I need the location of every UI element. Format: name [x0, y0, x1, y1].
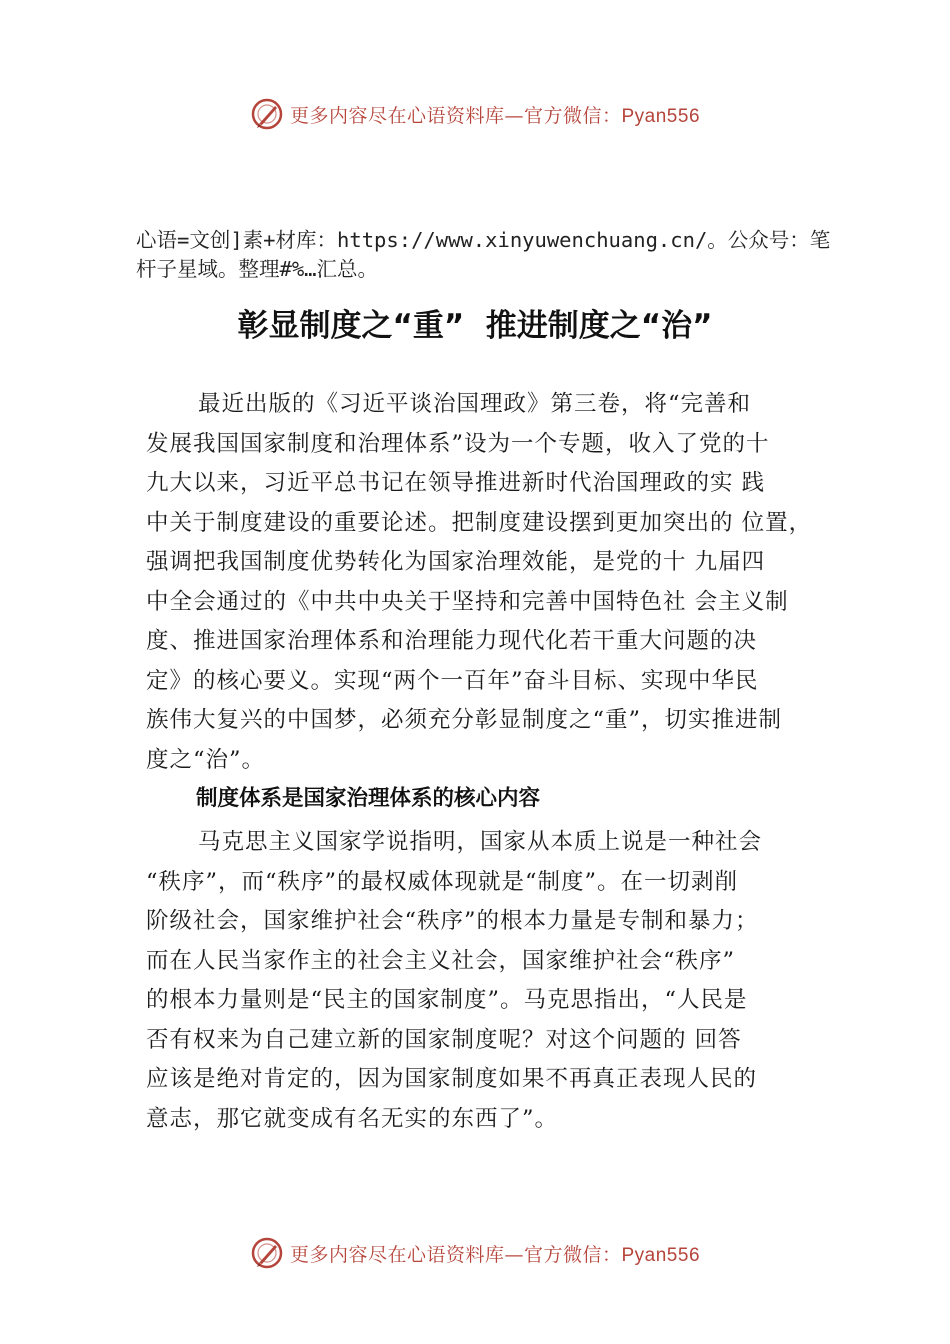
paragraph-line: 最近出版的《习近平谈治国理政》第三卷，将“完善和 — [198, 391, 752, 417]
header-banner — [0, 94, 950, 134]
footer-wechat-id: Pyan556 — [621, 1244, 701, 1266]
header-wechat-id: Pyan556 — [621, 105, 701, 127]
paragraph-line: 族伟大复兴的中国梦，必须充分彰显制度之“重”，切实推进制 — [146, 707, 783, 733]
paragraph-line: 九大以来，习近平总书记在领导推进新时代治国理政的实 践 — [146, 470, 766, 496]
paragraph-line: 中全会通过的《中共中央关于坚持和完善中国特色社 会主义制 — [146, 588, 789, 615]
paragraph-2 — [146, 823, 846, 1139]
header-banner-text — [290, 101, 700, 128]
paragraph-line: 强调把我国制度优势转化为国家治理效能，是党的十 九届四 — [146, 549, 766, 575]
footer-banner-text — [290, 1240, 700, 1267]
paragraph-line: 的根本力量则是“民主的国家制度”。马克思指出，“人民是 — [146, 987, 748, 1013]
source-note: 心语=文创]素+材库：https://www.xinyuwenchuang.cn/。公众号：笔杆子星域。整理#%…汇总。 — [136, 228, 831, 281]
quill-logo-icon — [250, 97, 284, 131]
paragraph-line: 马克思主义国家学说指明，国家从本质上说是一种社会 — [198, 829, 763, 855]
paragraph-line: 而在人民当家作主的社会主义社会，国家维护社会“秩序” — [146, 947, 736, 974]
paragraph-line: 应该是绝对肯定的，因为国家制度如果不再真正表现人民的 — [146, 1066, 758, 1092]
footer-banner-label: 更多内容尽在心语资料库—官方微信： — [289, 1243, 622, 1266]
section-heading: 制度体系是国家治理体系的核心内容 — [196, 786, 541, 811]
footer-banner — [0, 1233, 950, 1273]
paragraph-line: 度之“治”。 — [146, 746, 266, 773]
paragraph-line: 发展我国国家制度和治理体系”设为一个专题，收入了党的十 — [146, 430, 770, 457]
paragraph-line: 度、推进国家治理体系和治理能力现代化若干重大问题的决 — [146, 628, 758, 654]
paragraph-line: 定》的核心要义。实现“两个一百年”奋斗目标、实现中华民 — [146, 667, 759, 694]
paragraph-line: 中关于制度建设的重要论述。把制度建设摆到更加突出的 位置， — [146, 509, 813, 536]
paragraph-line: 阶级社会，国家维护社会“秩序”的根本力量是专制和暴力； — [146, 908, 759, 934]
paragraph-line: 否有权来为自己建立新的国家制度呢？对这个问题的 回答 — [146, 1026, 742, 1053]
page-title: 彰显制度之“重” 推进制度之“治” — [237, 308, 713, 344]
paragraph-line: “秩序”，而“秩序”的最权威体现就是“制度”。在一切剥削 — [146, 868, 739, 895]
paragraph-1 — [146, 385, 846, 780]
quill-logo-icon — [250, 1236, 284, 1270]
paragraph-line: 意志，那它就变成有名无实的东西了”。 — [146, 1105, 559, 1132]
header-banner-label: 更多内容尽在心语资料库—官方微信： — [289, 104, 622, 127]
